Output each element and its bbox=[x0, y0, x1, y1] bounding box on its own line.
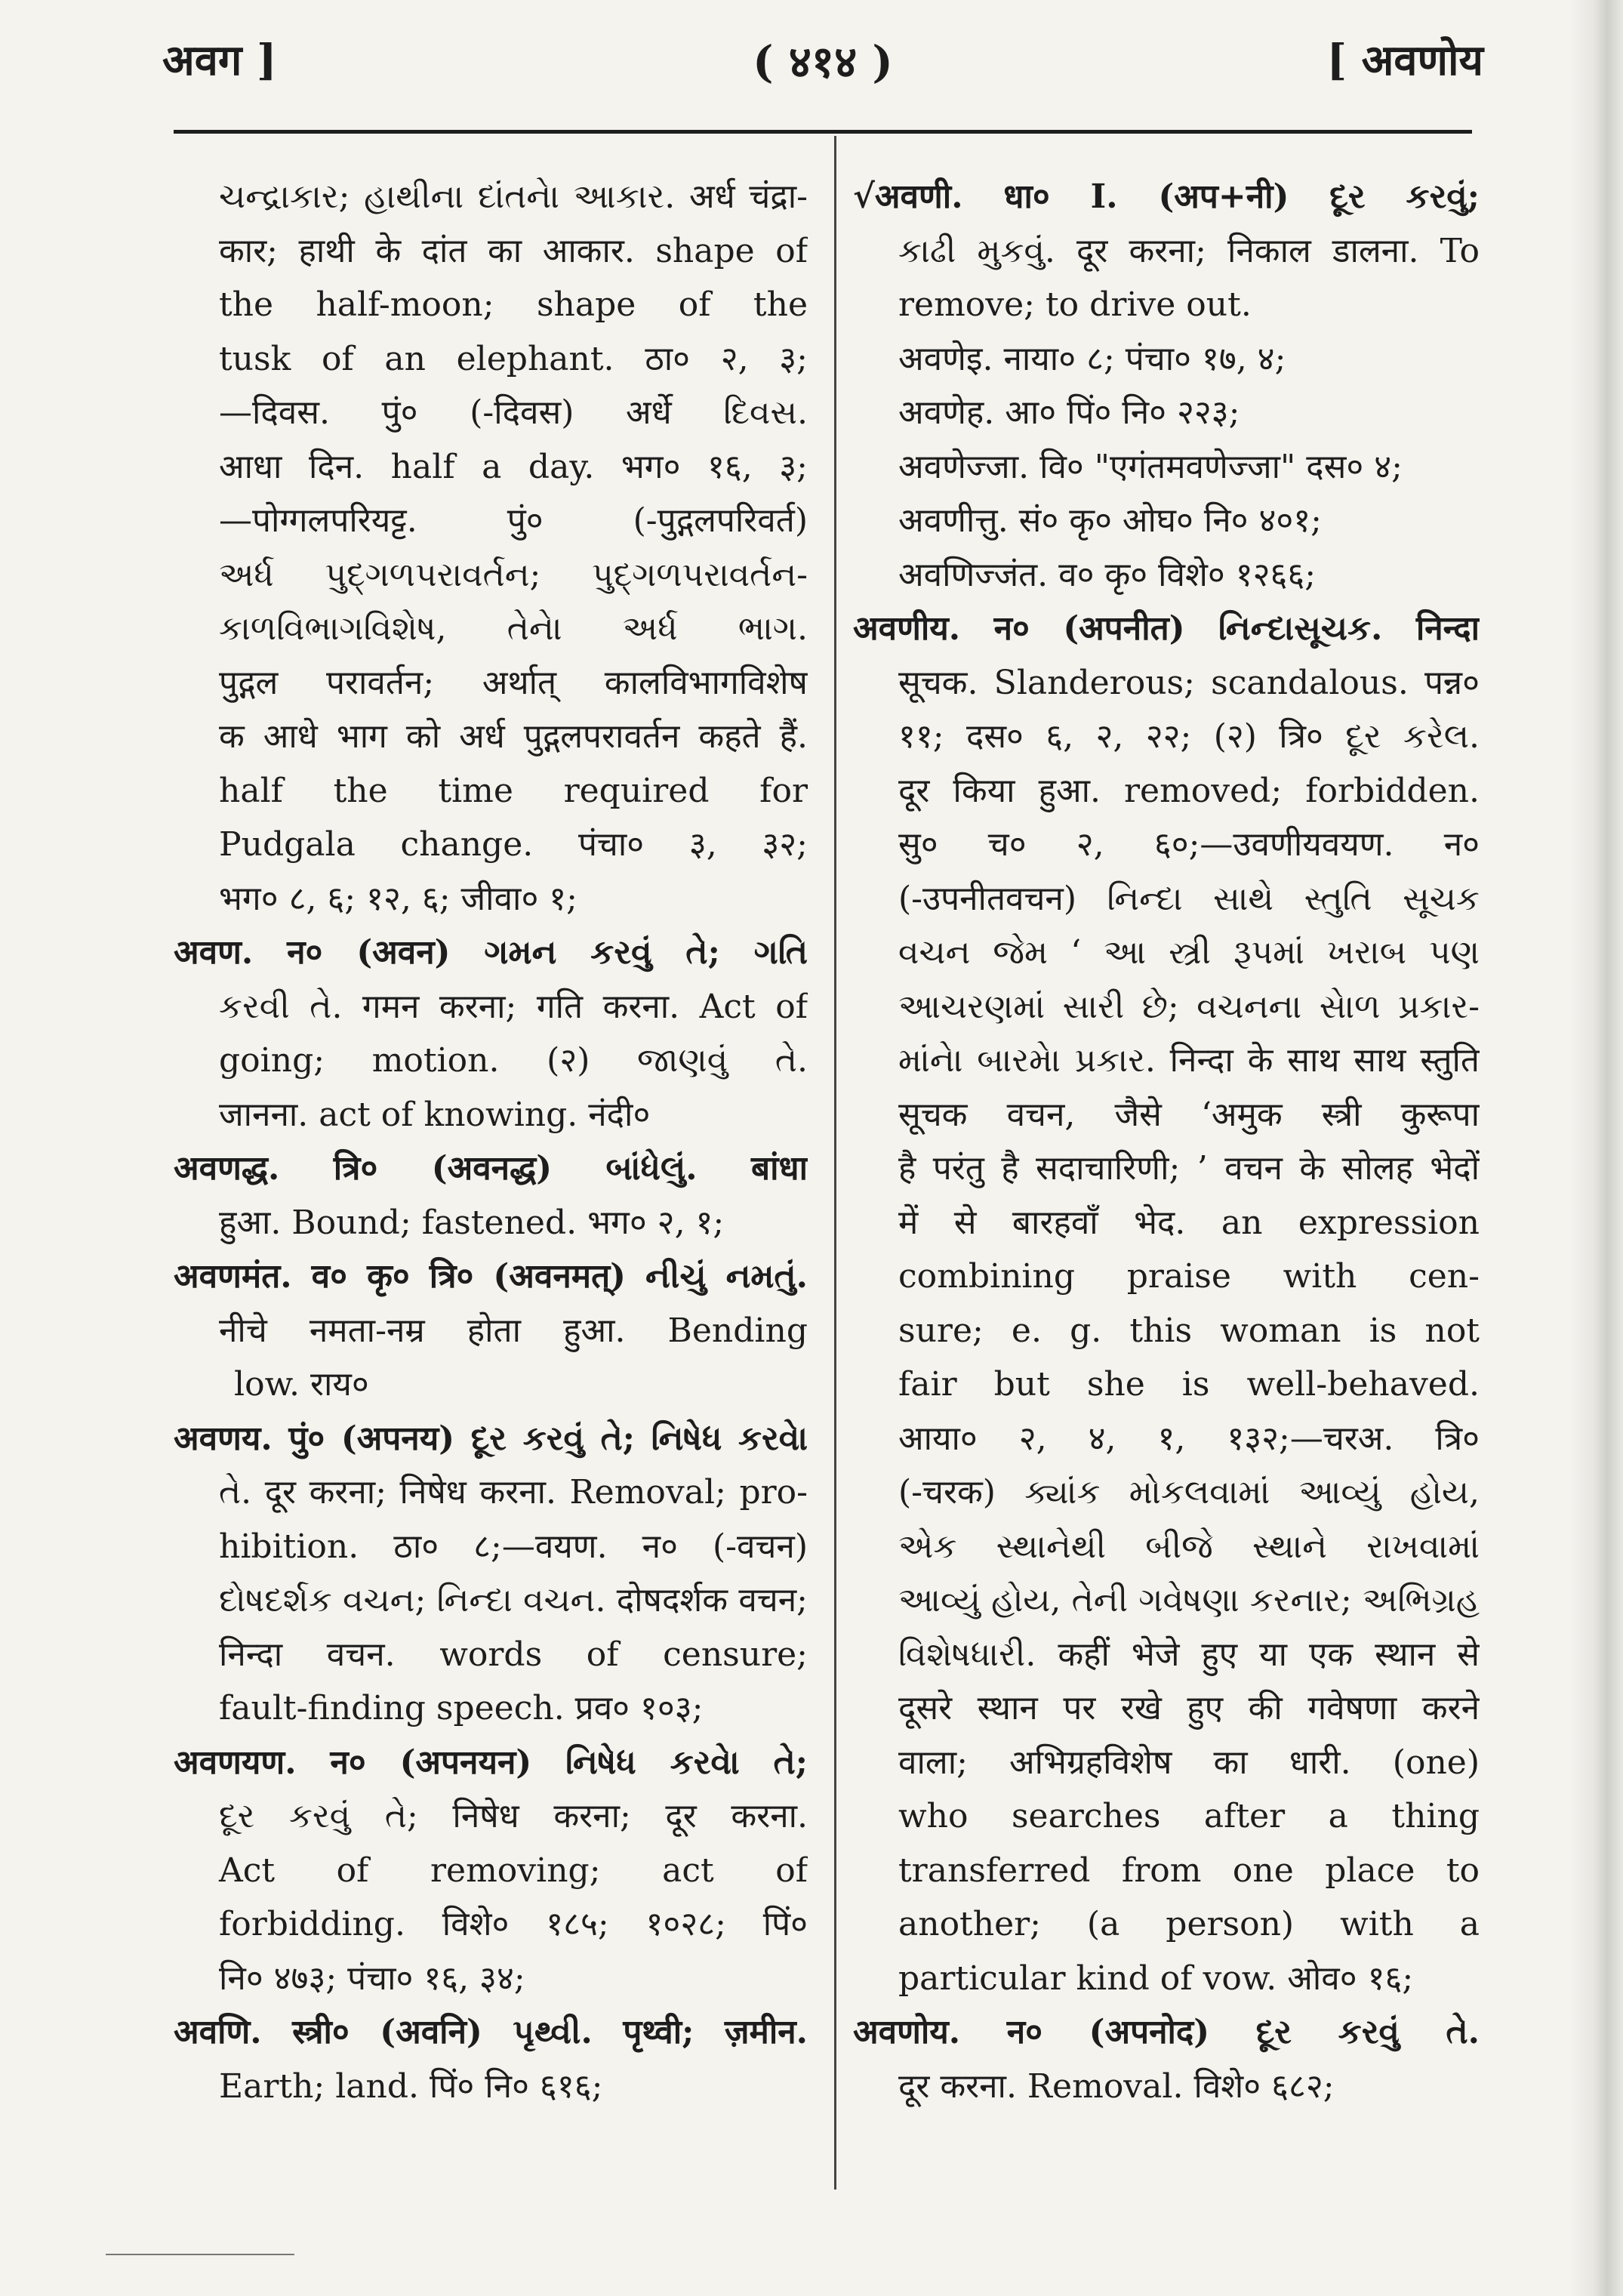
entry-text-line: सु० च० २, ६०;—उवणीयवयण. न० bbox=[898, 825, 1480, 864]
entry-text-line: ११; दस० ६, २, २२; (२) त्रि० દૂર કરેલ. bbox=[898, 717, 1480, 756]
entry-text-line: दूर करना. Removal. विशे० ६८२; bbox=[898, 2066, 1335, 2106]
entry-text-line: है परंतु है सदाचारिणी; ’ वचन के सोलह भेदों bbox=[898, 1149, 1480, 1188]
footer-rule bbox=[106, 2254, 294, 2255]
entry-text-line: વચન જેમ ‘ આ સ્ત્રી રૂપમાં ખરાબ પણ bbox=[898, 933, 1480, 972]
entry-text-line: (-चरक) ક્યાંક મોકલવામાં આવ્યું હોય, bbox=[898, 1473, 1480, 1512]
entry-text-line: going; motion. (२) જાણવું તે. bbox=[219, 1041, 808, 1080]
entry-text-line: ચન્દ્રાકાર; હાથીના દાંતનેા આકાર. अर्ध चंद्रा- bbox=[219, 177, 808, 216]
entry-text-line: transferred from one place to bbox=[898, 1851, 1480, 1890]
entry-text-line: अवणेइ. नाया० ८; पंचा० १७, ४; bbox=[898, 339, 1286, 378]
entry-text-line: low. राय० bbox=[234, 1365, 369, 1404]
entry-text-line: (-उपनीतवचन) નિન્દા સાથે સ્તુતિ સૂચક bbox=[898, 879, 1480, 918]
entry-text-line: नि० ४७३; पंचा० १६, ३४; bbox=[219, 1959, 525, 1998]
entry-text-line: combining praise with cen- bbox=[898, 1257, 1480, 1296]
entry-headword-line: अवणोय. न० (अपनोद) દૂર કરવું તે. bbox=[853, 2013, 1480, 2051]
entry-headword-line: अवण. न० (अवन) ગમન કરવું તે; ગતિ bbox=[174, 933, 808, 972]
entry-text-line: अवणेज्जा. वि० "एगंतमवणेज्जा" दस० ४; bbox=[898, 447, 1403, 486]
entry-text-line: કાળવિભાગવિશેષ, તેનેા અર્ધ ભાગ. bbox=[219, 609, 808, 648]
entry-text-line: सूचक वचन, जैसे ‘अमुक स्त्री कुरूपा bbox=[898, 1095, 1480, 1134]
entry-text-line: એક સ્થાનેથી બીજે સ્થાને રાખવામાં bbox=[898, 1527, 1480, 1566]
entry-text-line: पुद्गल परावर्तन; अर्थात् कालविभागविशेष bbox=[219, 663, 808, 702]
entry-text-line: अवणीत्तु. सं० कृ० ओघ० नि० ४०१; bbox=[898, 501, 1322, 540]
entry-text-line: दूर किया हुआ. removed; forbidden. bbox=[898, 771, 1480, 810]
entry-text-line: who searches after a thing bbox=[898, 1797, 1480, 1835]
entry-text-line: આચરણમાં સારી છે; વચનના સેાળ પ્રકાર- bbox=[898, 987, 1480, 1026]
entry-text-line: કાઢી મુકવું. दूर करना; निकाल डालना. To bbox=[898, 231, 1480, 270]
entry-text-line: remove; to drive out. bbox=[898, 285, 1252, 324]
header-rule bbox=[174, 130, 1472, 134]
entry-text-line: वाला; अभिग्रहविशेष का धारी. (one) bbox=[898, 1743, 1480, 1782]
entry-text-line: the half-moon; shape of the bbox=[219, 285, 808, 324]
entry-text-line: દૂર કરવું તે; निषेध करना; दूर करना. bbox=[219, 1797, 808, 1835]
entry-text-line: fair but she is well-behaved. bbox=[898, 1365, 1480, 1404]
page-number: ( ४१४ ) bbox=[753, 36, 893, 88]
entry-text-line: —पोग्गलपरियट्ट. पुं० (-पुद्गलपरिवर्त) bbox=[219, 501, 808, 540]
entry-headword-line: √अवणी. धा० I. (अप+नी) દૂર કરવું; bbox=[853, 177, 1480, 216]
entry-text-line: half the time required for bbox=[219, 771, 808, 810]
entry-headword-line: अवणद्ध. त्रि० (अवनद्ध) બાંધેલું. बांधा bbox=[174, 1149, 808, 1188]
entry-text-line: Earth; land. पिं० नि० ६१६; bbox=[219, 2066, 603, 2106]
entry-text-line: कार; हाथी के दांत का आकार. shape of bbox=[219, 231, 808, 270]
entry-text-line: —दिवस. पुं० (-दिवस) अर्धे દિવસ. bbox=[219, 393, 808, 432]
entry-headword-line: अवणि. स्त्री० (अवनि) પૃથ્વી. पृथ्वी; ज़मीन. bbox=[174, 2013, 808, 2051]
entry-text-line: વિશેષધારી. कहीं भेजे हुए या एक स्थान से bbox=[898, 1635, 1480, 1674]
entry-text-line: हुआ. Bound; fastened. भग० २, १; bbox=[219, 1203, 725, 1242]
column-divider bbox=[834, 136, 836, 2190]
page-edge-shadow bbox=[1570, 0, 1623, 2296]
header-left-guide-word: अवग ] bbox=[162, 35, 277, 85]
entry-text-line: भग० ८, ६; १२, ६; जीवा० १; bbox=[219, 879, 578, 918]
page-header bbox=[162, 30, 1483, 98]
entry-text-line: આવ્યું હોય, તેની ગવેષણા કરનાર; અભિગ્રહ bbox=[898, 1581, 1480, 1620]
entry-text-line: Pudgala change. पंचा० ३, ३२; bbox=[219, 825, 808, 864]
entry-text-line: दूसरे स्थान पर रखे हुए की गवेषणा करने bbox=[898, 1689, 1480, 1727]
entry-text-line: आया० २, ४, १, १३२;—चरअ. त्रि० bbox=[898, 1419, 1480, 1458]
entry-text-line: में से बारहवाँ भेद. an expression bbox=[898, 1203, 1480, 1242]
entry-text-line: another; (a person) with a bbox=[898, 1905, 1480, 1943]
entry-text-line: hibition. ठा० ८;—वयण. न० (-वचन) bbox=[219, 1527, 808, 1566]
entry-text-line: अवणेह. आ० पिं० नि० २२३; bbox=[898, 393, 1240, 432]
left-column bbox=[174, 170, 808, 2113]
entry-headword-line: अवणयण. न० (अपनयन) નિષેધ કરવેા તે; bbox=[174, 1743, 808, 1782]
entry-text-line: માંનેા બારમેા પ્રકાર. निन्दा के साथ साथ स्तुति bbox=[898, 1041, 1480, 1080]
entry-text-line: Act of removing; act of bbox=[219, 1851, 808, 1890]
entry-text-line: आधा दिन. half a day. भग० १६, ३; bbox=[219, 447, 808, 486]
right-column bbox=[853, 170, 1480, 2113]
entry-text-line: क आधे भाग को अर्ध पुद्गलपरावर्तन कहते हैं. bbox=[219, 717, 808, 756]
entry-text-line: fault-finding speech. प्रव० १०३; bbox=[219, 1689, 704, 1727]
entry-text-line: sure; e. g. this woman is not bbox=[898, 1311, 1480, 1350]
header-right-guide-word: [ अवणोय bbox=[1326, 35, 1483, 85]
entry-text-line: निन्दा वचन. words of censure; bbox=[219, 1635, 808, 1674]
entry-text-line: દોષદર્શક વચન; નિન્દા વચન. दोषदर्शक वचन; bbox=[219, 1581, 808, 1620]
entry-text-line: अवणिज्जंत. व० कृ० विशे० १२६६; bbox=[898, 555, 1317, 594]
entry-text-line: કરવી તે. गमन करना; गति करना. Act of bbox=[219, 987, 808, 1026]
entry-text-line: सूचक. Slanderous; scandalous. पन्न० bbox=[898, 663, 1480, 702]
entry-text-line: नीचे नमता-नम्र होता हुआ. Bending bbox=[219, 1311, 808, 1350]
entry-headword-line: अवणय. पुं० (अपनय) દૂર કરવું તે; નિષેધ કરવેા bbox=[174, 1419, 808, 1458]
entry-headword-line: अवणमंत. व० कृ० त्रि० (अवनमत्) નીચું નમતું. bbox=[174, 1257, 808, 1296]
entry-text-line: તે. दूर करना; निषेध करना. Removal; pro- bbox=[219, 1473, 808, 1512]
entry-text-line: particular kind of vow. ओव० १६; bbox=[898, 1959, 1414, 1998]
entry-headword-line: अवणीय. न० (अपनीत) નિન્દાસૂચક. निन्दा bbox=[853, 609, 1480, 648]
entry-text-line: forbidding. विशे० १८५; १०२८; पिं० bbox=[219, 1905, 808, 1943]
entry-text-line: जानना. act of knowing. नंदी० bbox=[219, 1095, 651, 1134]
entry-text-line: અર્ધ પુદ્ગળપરાવર્તન; પુદ્ગળપરાવર્તન- bbox=[219, 555, 808, 594]
entry-text-line: tusk of an elephant. ठा० २, ३; bbox=[219, 339, 808, 378]
